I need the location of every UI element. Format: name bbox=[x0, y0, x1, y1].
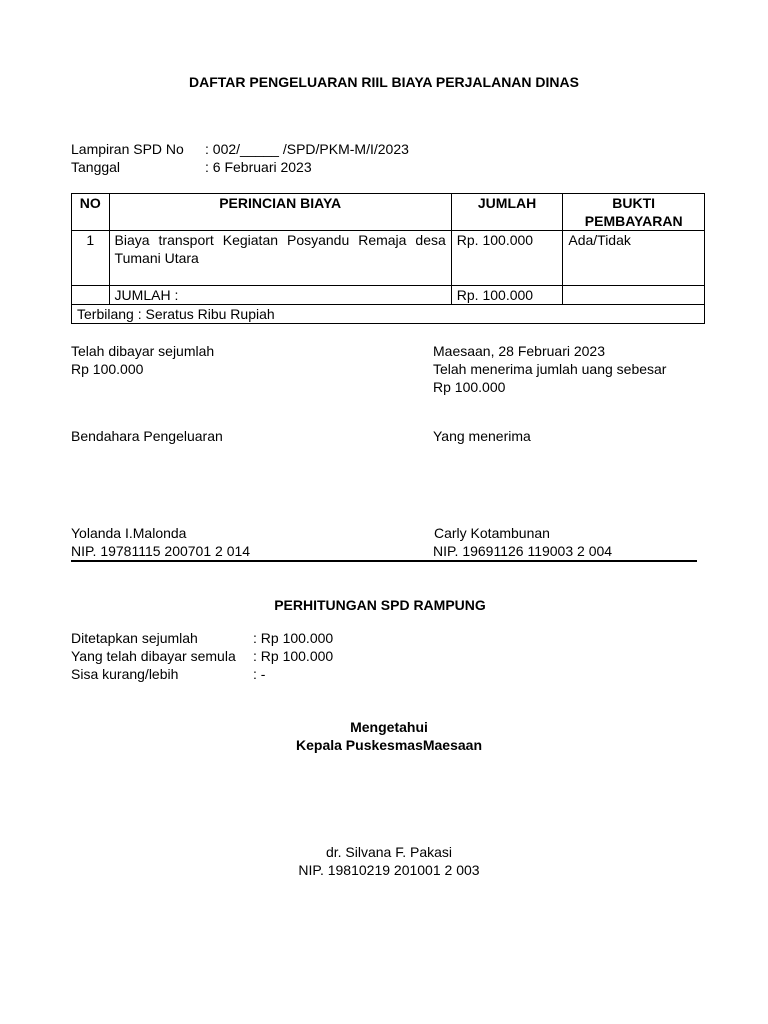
tanggal-value: : 6 Februari 2023 bbox=[205, 159, 312, 175]
header-jumlah: JUMLAH bbox=[451, 194, 563, 231]
total-no-cell bbox=[72, 286, 110, 305]
header-bukti: BUKTI PEMBAYARAN bbox=[563, 194, 705, 231]
perhitungan-title: PERHITUNGAN SPD RAMPUNG bbox=[274, 597, 486, 613]
mengetahui-label: Mengetahui bbox=[350, 719, 428, 735]
row-no: 1 bbox=[72, 231, 110, 286]
table-row bbox=[72, 231, 705, 286]
total-value: Rp. 100.000 bbox=[451, 286, 563, 305]
sisa-label: Sisa kurang/lebih bbox=[71, 666, 179, 682]
paid-label: Telah dibayar sejumlah bbox=[71, 343, 215, 359]
table-header-row bbox=[72, 194, 705, 231]
total-label: JUMLAH : bbox=[109, 286, 451, 305]
total-row bbox=[72, 286, 705, 305]
receiver-role: Yang menerima bbox=[433, 428, 531, 444]
dibayar-semula-label: Yang telah dibayar semula bbox=[71, 648, 236, 664]
ditetapkan-value: : Rp 100.000 bbox=[253, 630, 334, 646]
row-jumlah: Rp. 100.000 bbox=[451, 231, 563, 286]
row-bukti: Ada/Tidak bbox=[563, 231, 705, 286]
header-no: NO bbox=[72, 194, 110, 231]
treasurer-nip: NIP. 19781115 200701 2 014 bbox=[71, 543, 251, 559]
place-date: Maesaan, 28 Februari 2023 bbox=[433, 343, 605, 359]
row-perincian: Biaya transport Kegiatan Posyandu Remaja desa Tumani Utara bbox=[109, 231, 451, 286]
treasurer-name: Yolanda I.Malonda bbox=[71, 525, 187, 541]
ditetapkan-label: Ditetapkan sejumlah bbox=[71, 630, 198, 646]
sisa-value: : - bbox=[253, 666, 266, 682]
kepala-title: Kepala PuskesmasMaesaan bbox=[296, 737, 482, 753]
dibayar-semula-value: : Rp 100.000 bbox=[253, 648, 334, 664]
lampiran-value: : 002/_____ /SPD/PKM-M/I/2023 bbox=[205, 141, 409, 157]
treasurer-role: Bendahara Pengeluaran bbox=[71, 428, 223, 444]
terbilang: Terbilang : Seratus Ribu Rupiah bbox=[72, 305, 705, 324]
divider-line bbox=[71, 560, 697, 562]
kepala-name: dr. Silvana F. Pakasi bbox=[325, 844, 453, 860]
received-amount: Rp 100.000 bbox=[433, 379, 506, 395]
received-label: Telah menerima jumlah uang sebesar bbox=[433, 361, 667, 377]
total-bukti-cell bbox=[563, 286, 705, 305]
expense-table bbox=[71, 193, 705, 324]
receiver-name: Carly Kotambunan bbox=[434, 525, 550, 541]
document-title: DAFTAR PENGELUARAN RIIL BIAYA PERJALANAN DINAS bbox=[189, 74, 579, 90]
header-perincian: PERINCIAN BIAYA bbox=[109, 194, 451, 231]
lampiran-label: Lampiran SPD No bbox=[71, 141, 184, 157]
terbilang-row bbox=[72, 305, 705, 324]
paid-amount: Rp 100.000 bbox=[71, 361, 144, 377]
tanggal-label: Tanggal bbox=[71, 159, 121, 175]
receiver-nip: NIP. 19691126 119003 2 004 bbox=[433, 543, 613, 559]
kepala-nip: NIP. 19810219 201001 2 003 bbox=[298, 862, 480, 878]
